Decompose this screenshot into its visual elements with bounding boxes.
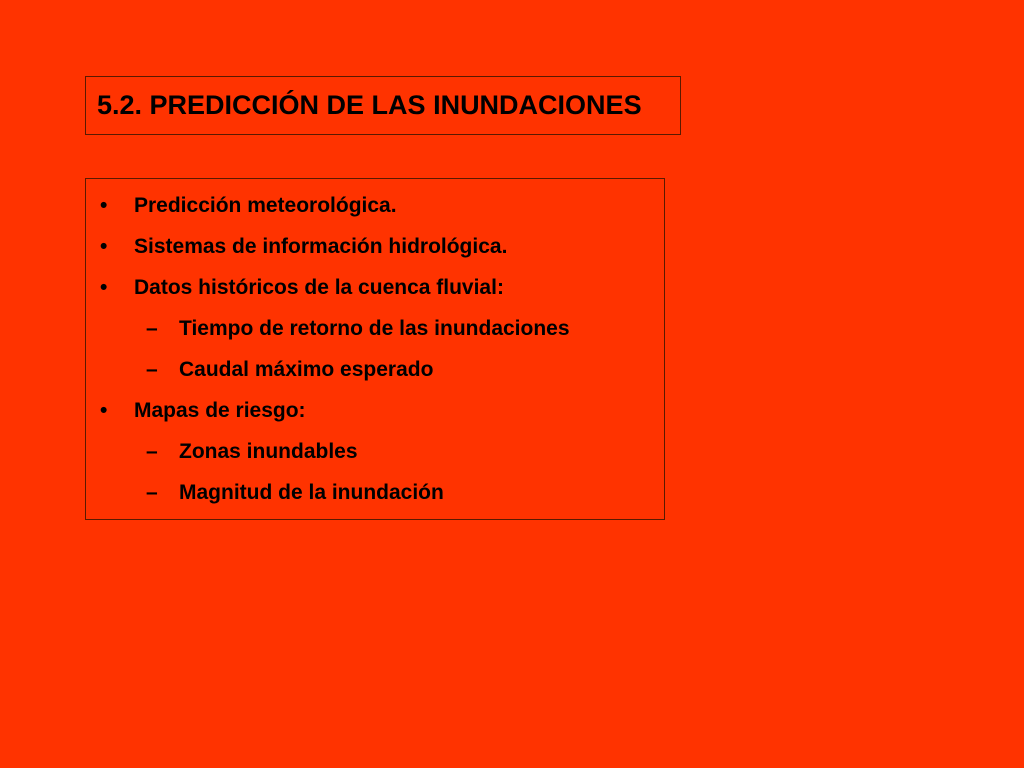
content-box: [85, 178, 665, 520]
sub-bullet-text: Caudal máximo esperado: [179, 358, 434, 381]
bullet-text: Predicción meteorológica.: [134, 194, 397, 217]
bullet-marker: •: [100, 276, 108, 299]
dash-marker: –: [146, 317, 158, 340]
bullet-text: Datos históricos de la cuenca fluvial:: [134, 276, 504, 299]
bullet-marker: •: [100, 399, 108, 422]
title-box: [85, 76, 681, 135]
bullet-marker: •: [100, 194, 108, 217]
slide-title: 5.2. PREDICCIÓN DE LAS INUNDACIONES: [97, 90, 642, 120]
bullet-text: Sistemas de información hidrológica.: [134, 235, 508, 258]
sub-bullet-text: Tiempo de retorno de las inundaciones: [179, 317, 570, 340]
sub-bullet-text: Magnitud de la inundación: [179, 481, 444, 504]
dash-marker: –: [146, 481, 158, 504]
dash-marker: –: [146, 440, 158, 463]
sub-bullet-text: Zonas inundables: [179, 440, 358, 463]
bullet-text: Mapas de riesgo:: [134, 399, 306, 422]
dash-marker: –: [146, 358, 158, 381]
bullet-marker: •: [100, 235, 108, 258]
